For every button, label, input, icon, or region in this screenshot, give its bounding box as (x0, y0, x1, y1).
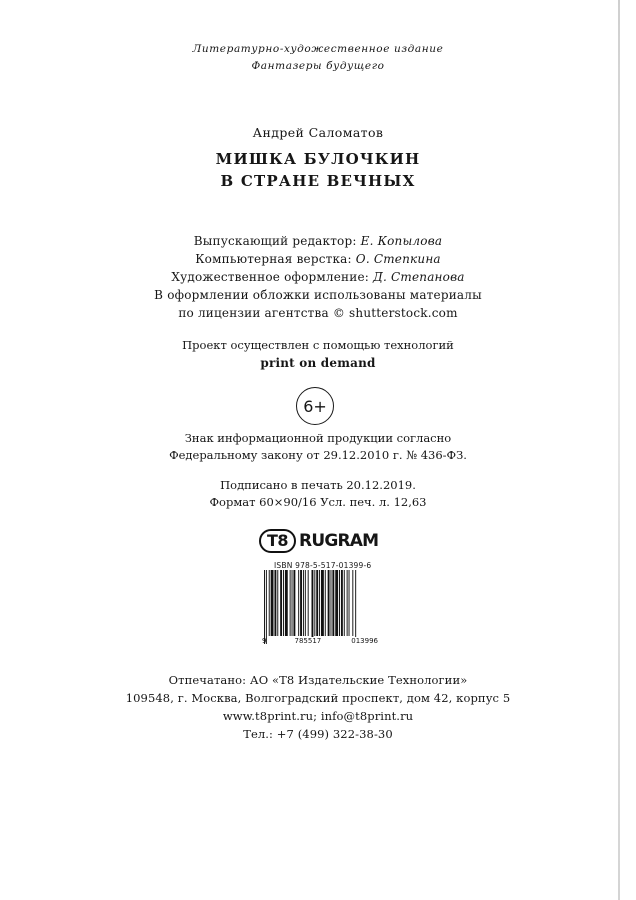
barcode-bar (339, 570, 340, 636)
barcode-bar (298, 570, 299, 636)
credit-design-label: Художественное оформление: (171, 270, 374, 284)
age-law-line-2: Федеральному закону от 29.12.2010 г. № 436-ФЗ. (169, 448, 467, 462)
credit-design (0, 270, 636, 284)
barcode-bar (314, 570, 315, 636)
project-line-1: Проект осуществлен с помощью технологий (182, 338, 454, 352)
barcode-bar (303, 570, 304, 636)
barcode-bar (321, 570, 324, 636)
printer-line-2: 109548, г. Москва, Волгоградский проспект, дом 42, корпус 5 (125, 691, 511, 705)
barcode-bar (271, 570, 274, 636)
print-info-line-1: Подписано в печать 20.12.2019. (220, 478, 416, 492)
barcode-bar (347, 570, 348, 636)
credit-editor-label: Выпускающий редактор: (193, 234, 361, 248)
series-line-1: Литературно-художественное издание (192, 43, 444, 55)
barcode-bar (349, 570, 350, 636)
cover-note-line-1: В оформлении обложки использованы материалы (154, 288, 482, 302)
logo-t8: T8 (259, 529, 296, 553)
barcode-bar (352, 570, 353, 636)
title-line-1: МИШКА БУЛОЧКИН (215, 150, 421, 168)
barcode-bar (355, 570, 356, 644)
isbn-number: ISBN 978-5-517-01399-6 (274, 561, 372, 570)
ean-left-group: 785517 (294, 637, 322, 645)
project-line-2: print on demand (260, 356, 376, 370)
printer-line-1: Отпечатано: АО «Т8 Издательские Технологии» (168, 673, 468, 687)
barcode-bar (269, 570, 270, 636)
credit-editor (0, 234, 636, 248)
barcode-bar (266, 570, 267, 644)
credit-layout-label: Компьютерная верстка: (195, 252, 356, 266)
barcode-bar (280, 570, 282, 636)
title-line-2: В СТРАНЕ ВЕЧНЫХ (220, 172, 416, 190)
printer-line-4: Тел.: +7 (499) 322-38-30 (243, 727, 393, 741)
barcode-bar (331, 570, 332, 636)
ean-right-group: 013996 (351, 637, 378, 645)
barcode-bar (274, 570, 276, 636)
logo-rugram: RUGRAM (299, 531, 379, 551)
barcode-bar (319, 570, 320, 636)
author-name: Андрей Саломатов (252, 125, 384, 140)
barcode-bar (283, 570, 284, 636)
barcode-bar (341, 570, 343, 636)
barcode-bar (316, 570, 318, 636)
barcode-bar (277, 570, 278, 636)
credit-editor-name: Е. Копылова (360, 234, 443, 248)
age-law-line-1: Знак информационной продукции согласно (184, 431, 452, 445)
barcode-bar (285, 570, 288, 636)
publisher-logo (259, 528, 379, 554)
barcode-bar (332, 570, 334, 636)
ean-digits (260, 637, 382, 645)
barcode-bar (344, 570, 345, 636)
barcode-bar (300, 570, 302, 636)
credit-layout-name: О. Степкина (355, 252, 441, 266)
barcode-bar (328, 570, 330, 636)
ean-first-digit: 9 (262, 637, 267, 645)
credit-layout (0, 252, 636, 266)
barcode-bar (335, 570, 338, 636)
cover-note-line-2: по лицензии агентства © shutterstock.com (178, 306, 458, 320)
barcode-bar (312, 570, 314, 644)
series-line-2: Фантазеры будущего (251, 60, 385, 72)
barcode-bar (290, 570, 291, 636)
barcode-bar (308, 570, 309, 636)
age-rating-badge: 6+ (296, 387, 334, 425)
barcode-bar (292, 570, 293, 636)
barcode-bar (293, 570, 295, 636)
barcode-bar (325, 570, 326, 636)
printer-line-3: www.t8print.ru; info@t8print.ru (222, 709, 414, 723)
credit-design-name: Д. Степанова (373, 270, 465, 284)
barcode-bar (305, 570, 306, 636)
barcode-bar (264, 570, 265, 644)
print-info-line-2: Формат 60×90/16 Усл. печ. л. 12,63 (209, 495, 427, 509)
